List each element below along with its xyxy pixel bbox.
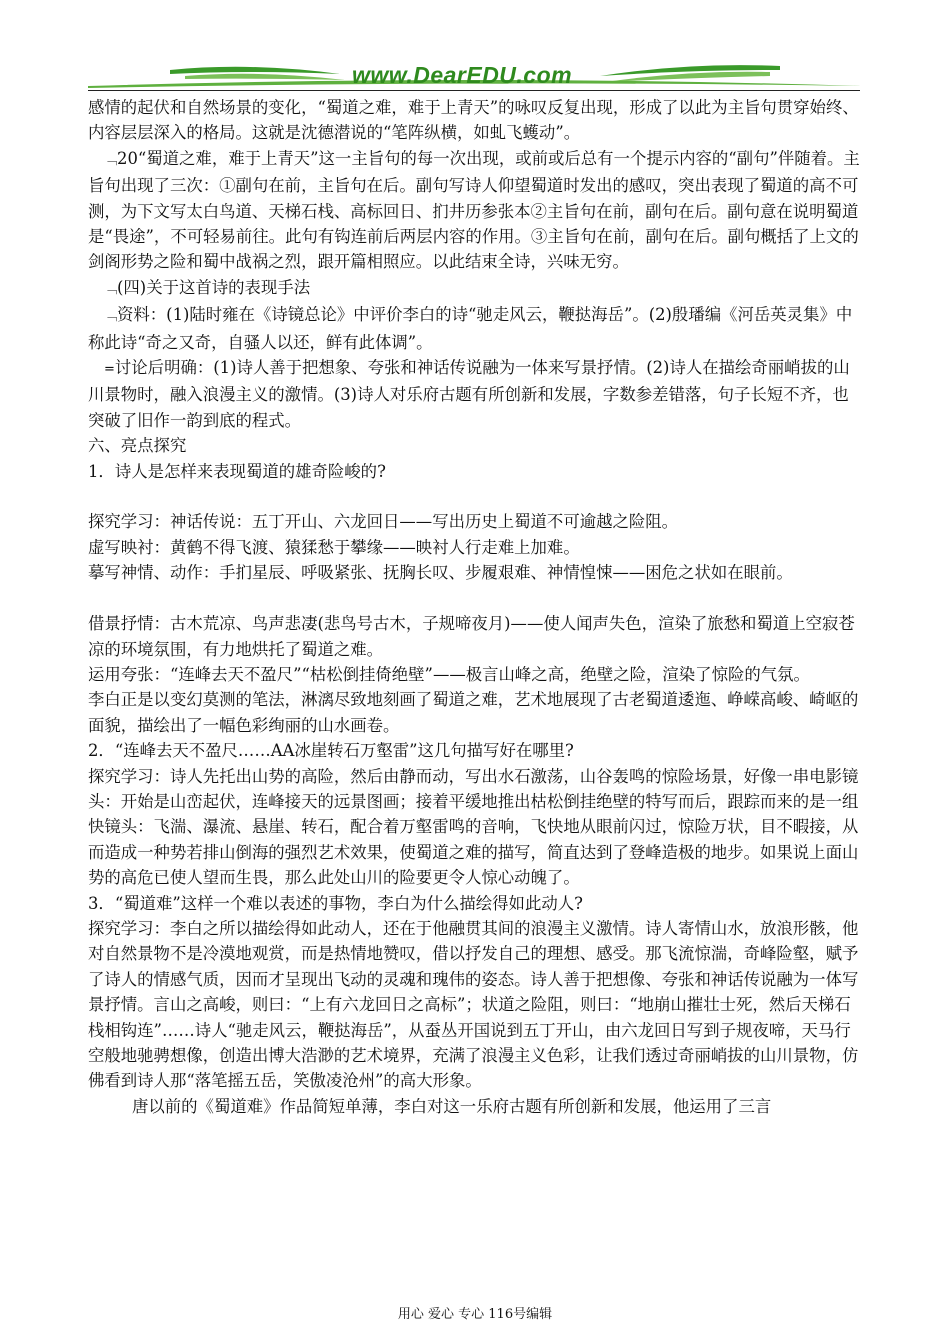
- paragraph-text: 运用夸张：“连峰去天不盈尺”“枯松倒挂倚绝壁”——极言山峰之高，绝壁之险，渲染了惊险的气氛。: [88, 664, 810, 684]
- paragraph: [88, 1094, 860, 1119]
- header-rule: [88, 90, 860, 91]
- blank-line: [88, 586, 860, 611]
- paragraph: [88, 275, 860, 302]
- paragraph-marker: ﹁: [104, 309, 118, 325]
- paragraph-text: 借景抒情：古木荒凉、鸟声悲凄(悲鸟号古木，子规啼夜月)——使人闻声失色，渲染了旅愁和蜀道上空寂苍凉的环境氛围，有力地烘托了蜀道之难。: [88, 614, 855, 659]
- paragraph-text: 摹写神情、动作：手扪星辰、呼吸紧张、抚胸长叹、步履艰难、神情惶悚——困危之状如在眼前。: [88, 563, 793, 583]
- paragraph-text: 探究学习：神话传说：五丁开山、六龙回日——写出历史上蜀道不可逾越之险阻。: [88, 512, 679, 532]
- paragraph-marker: ﹁: [104, 281, 118, 297]
- paragraph: [88, 560, 860, 585]
- site-logo-text[interactable]: www.DearEDU.com: [352, 62, 573, 88]
- document-body: [88, 95, 860, 1119]
- page-header: [0, 0, 950, 100]
- paragraph: [88, 891, 860, 916]
- paragraph-text: 虚写映衬：黄鹤不得飞渡、猿猱愁于攀缘——映衬人行走难上加难。: [88, 537, 580, 557]
- paragraph-text: 六、亮点探究: [88, 436, 187, 456]
- paragraph-text: 李白正是以变幻莫测的笔法，淋漓尽致地刻画了蜀道之难，艺术地展现了古老蜀道逶迤、峥嵘高峻、崎岖的面貌，描绘出了一幅色彩绚丽的山水画卷。: [88, 690, 859, 735]
- blank-line: [88, 484, 860, 509]
- paragraph-text: 3．“蜀道难”这样一个难以表述的事物，李白为什么描绘得如此动人?: [88, 893, 583, 913]
- paragraph: [88, 459, 860, 484]
- paragraph: [88, 146, 860, 275]
- paragraph-marker: ﹁: [104, 152, 118, 168]
- paragraph-text: 20“蜀道之难，难于上青天”这一主旨句的每一次出现，或前或后总有一个提示内容的“副句”伴随着。主旨句出现了三次：①副句在前，主旨句在后。副句写诗人仰望蜀道时发出的感叹，突出表现了蜀道的高不可测，为下文写太白鸟道、天梯石栈、高标回日、扪井历参张本②主旨句在前，副句在后。副句意在说明蜀道是“畏途”，不可轻易前往。此句有钩连前后两层内容的作用。③主旨句在前，副句在后。副句概括了上文的剑阁形势之险和蜀中战祸之烈，跟开篇相照应。以此结束全诗，兴味无穷。: [88, 148, 860, 272]
- paragraph-text: (四)关于这首诗的表现手法: [117, 277, 311, 297]
- paragraph: [88, 611, 860, 662]
- paragraph-text: 探究学习：李白之所以描绘得如此动人，还在于他融贯其间的浪漫主义激情。诗人寄情山水，放浪形骸，他对自然景物不是冷漠地观赏，而是热情地赞叹，借以抒发自己的理想、感受。那飞流惊湍，奇峰险壑，赋予了诗人的情感气质，因而才呈现出飞动的灵魂和瑰伟的姿态。诗人善于把想像、夸张和神话传说融为一体写景抒情。言山之高峻，则曰：“上有六龙回日之高标”；状道之险阻，则曰：“地崩山摧壮士死，然后天梯石栈相钩连”……诗人“驰走风云，鞭挞海岳”，从蚕丛开国说到五丁开山，由六龙回日写到子规夜啼，天马行空般地驰骋想像，创造出博大浩渺的艺术境界，充满了浪漫主义色彩，让我们透过奇丽峭拔的山川景物，仿佛看到诗人那“落笔摇五岳，笑傲凌沧州”的高大形象。: [88, 918, 859, 1091]
- paragraph: [88, 738, 860, 763]
- paragraph: [88, 662, 860, 687]
- paragraph: [88, 95, 860, 146]
- paragraph: [88, 355, 860, 433]
- paragraph: [88, 302, 860, 355]
- paragraph: [88, 764, 860, 891]
- paragraph-text: 讨论后明确：(1)诗人善于把想象、夸张和神话传说融为一体来写景抒情。(2)诗人在描绘奇丽峭拔的山川景物时，融入浪漫主义的激情。(3)诗人对乐府古题有所创新和发展，字数参差错落，句子长短不齐，也突破了旧作一韵到底的程式。: [88, 358, 850, 430]
- paragraph: [88, 916, 860, 1094]
- paragraph: [88, 509, 860, 534]
- paragraph-text: 资料：(1)陆时雍在《诗镜总论》中评价李白的诗“驰走风云，鞭挞海岳”。(2)殷璠编《河岳英灵集》中称此诗“奇之又奇，自骚人以还，鲜有此体调”。: [88, 305, 853, 352]
- paragraph-text: 唐以前的《蜀道难》作品简短单薄，李白对这一乐府古题有所创新和发展，他运用了三言: [132, 1096, 772, 1116]
- paragraph-text: 感情的起伏和自然场景的变化，“蜀道之难，难于上青天”的咏叹反复出现，形成了以此为主旨句贯穿始终、内容层层深入的格局。这就是沈德潜说的“笔阵纵横，如虬飞蠖动”。: [88, 98, 859, 143]
- paragraph: [88, 535, 860, 560]
- paragraph: [88, 687, 860, 738]
- page-footer: 用心 爱心 专心 116号编辑: [397, 1307, 553, 1322]
- paragraph-text: 探究学习：诗人先托出山势的高险，然后由静而动，写出水石激荡，山谷轰鸣的惊险场景，好像一串电影镜头：开始是山峦起伏，连峰接天的远景图画；接着平缓地推出枯松倒挂绝壁的特写而后，跟踪而来的是一组快镜头：飞湍、瀑流、悬崖、转石，配合着万壑雷鸣的音响，飞快地从眼前闪过，惊险万状，目不暇接，从而造成一种势若排山倒海的强烈艺术效果，使蜀道之难的描写，简直达到了登峰造极的地步。如果说上面山势的高危已使人望而生畏，那么此处山川的险要更令人惊心动魄了。: [88, 766, 859, 888]
- paragraph: [88, 433, 860, 458]
- paragraph-text: 1．诗人是怎样来表现蜀道的雄奇险峻的?: [88, 461, 386, 481]
- paragraph-marker: =: [104, 362, 115, 378]
- paragraph-text: 2．“连峰去天不盈尺……AA冰崖转石万壑雷”这几句描写好在哪里?: [88, 741, 574, 761]
